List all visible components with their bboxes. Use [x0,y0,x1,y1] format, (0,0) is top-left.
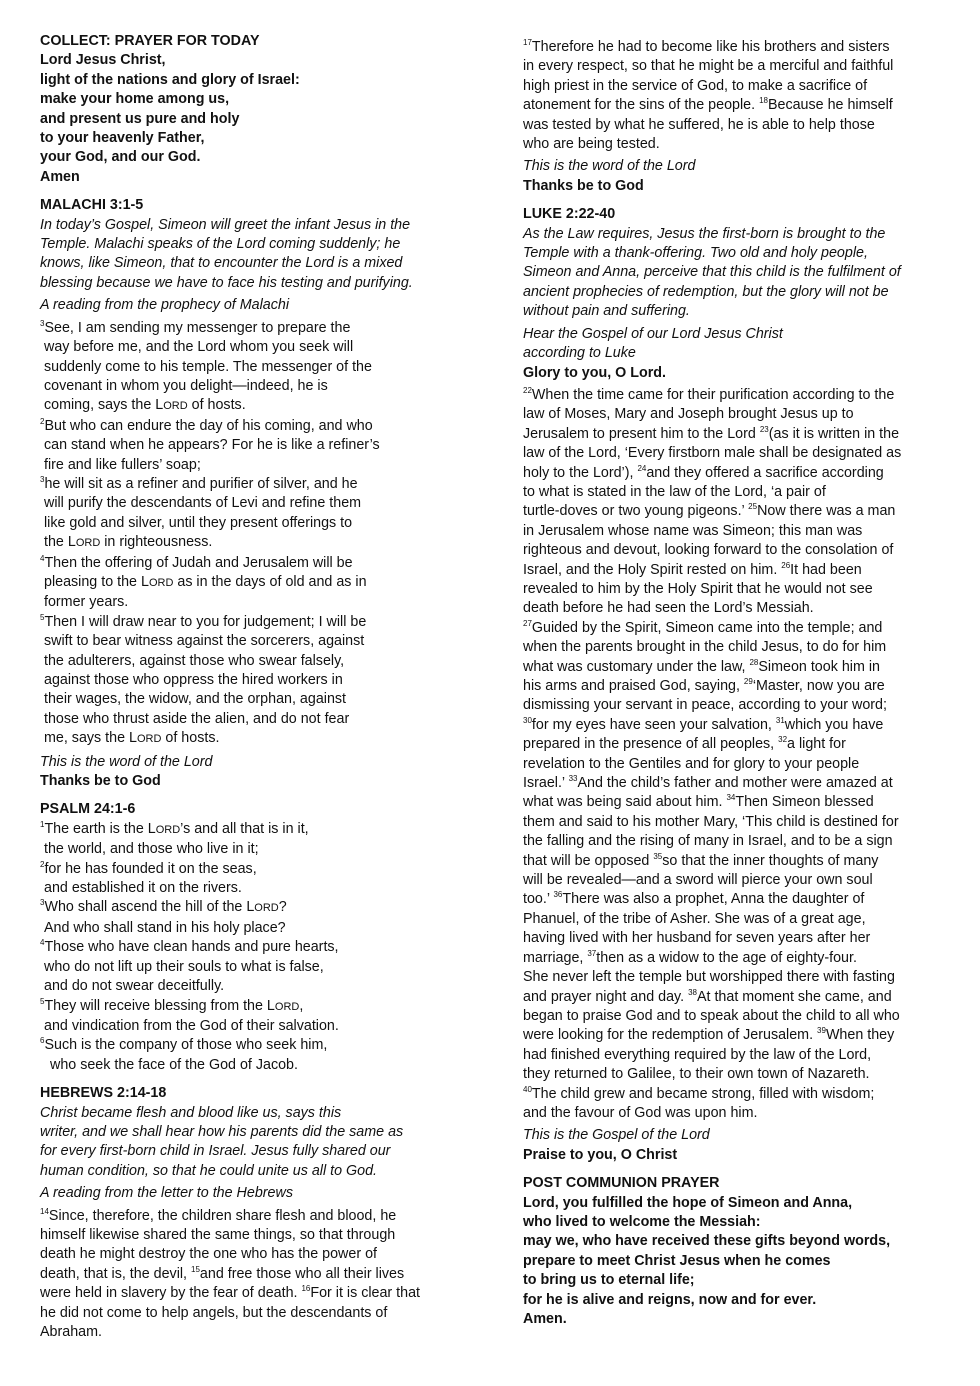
verse-line: $^{17}$Therefore he had to become like his brothers and sisters [523,38,890,55]
malachi-intro: knows, like Simeon, that to encounter the Lord is a mixed [40,255,403,272]
psalm-heading: PSALM 24:1-6 [40,801,136,818]
verse-line: $^{22}$When the time came for their purification according to the [523,386,895,403]
verse-line: what was being said about him. $^{34}$Then Simeon blessed [523,793,874,811]
verse-line: what was customary under the law, $^{28}$Simeon took him in [523,657,880,675]
malachi-heading: MALACHI 3:1-5 [40,197,144,214]
post-communion-line: Lord, you fulfilled the hope of Simeon and Anna, [523,1194,853,1211]
collect-section [40,32,465,187]
psalm-line: $^3$Who shall ascend the hill of the LORD? [40,898,287,916]
hebrews-intro: for every first-born child in Israel. Jesus fully shared our [40,1143,391,1160]
hebrews-reading [40,1207,465,1343]
verse-line: Phanuel, of the tribe of Asher. She was of a great age, [523,910,866,927]
malachi-intro: In today’s Gospel, Simeon will greet the infant Jesus in the [40,216,411,233]
verse-number: 40 [523,1084,532,1094]
hebrews-heading: HEBREWS 2:14-18 [40,1085,167,1102]
verse-number: 3 [40,475,45,485]
verse-line: atonement for the sins of the people. $^{18}$Because he himself [523,96,893,114]
verse-line: $^{30}$for my eyes have seen your salvation, $^{31}$which you have [523,716,884,733]
psalm-section [40,800,465,1075]
verse-line: his arms and praised God, saying, $^{29}$‘Master, now you are [523,677,885,694]
psalm-line: $^6$Such is the company of those who seek him, [40,1036,328,1054]
verse-line: revealed to him by the Holy Spirit that he would not see [523,580,873,597]
verse-line: the adulterers, against those who swear falsely, [44,652,345,669]
hebrews-section [40,1084,465,1342]
psalm-line: And who shall stand in his holy place? [44,919,286,936]
verse-line: holy to the Lord’), $^{24}$and they offered a sacrifice according [523,463,884,481]
verse-number: 37 [587,948,597,958]
psalm-line: and vindication from the God of their salvation. [44,1017,339,1034]
verse-line: fire and like fullers’ soap; [44,456,201,473]
verse-line: having lived with her husband for seven years after her [523,930,871,947]
malachi-close-versicle: This is the word of the Lord [40,753,213,770]
malachi-close-response: Thanks be to God [40,773,161,790]
verse-line: covenant in whom you delight—indeed, he is [44,377,328,394]
verse-line: former years. [44,594,129,611]
hebrews-announce: A reading from the letter to the Hebrews [40,1185,293,1202]
post-communion-line: may we, who have received these gifts beyond words, [523,1233,891,1250]
verse-line: coming, says the LORD of hosts. [44,397,246,414]
verse-line: $^2$But who can endure the day of his coming, and who [40,416,373,434]
malachi-announce: A reading from the prophecy of Malachi [40,297,290,314]
verse-number: 24 [637,463,647,473]
verse-line: them and said to his mother Mary, ‘This child is destined for [523,813,899,830]
verse-line: who are being tested. [523,136,660,153]
verse-line: marriage, $^{37}$then as a widow to the age of eighty-four. [523,948,857,966]
verse-line: prepared in the presence of all peoples, $^{32}$a light for [523,735,846,753]
collect-line: light of the nations and glory of Israel: [40,71,300,88]
verse-number: 27 [523,619,532,629]
verse-line: $^{40}$The child grew and became strong, filled with wisdom; [523,1084,875,1102]
verse-line: had finished everything required by the law of the Lord, [523,1046,872,1063]
verse-line: in every respect, so that he might be a merciful and faithful [523,58,894,75]
verse-line: their wages, the widow, and the orphan, against [44,691,347,708]
collect-line: to your heavenly Father, [40,130,205,147]
luke-heading: LUKE 2:22-40 [523,206,616,223]
hebrews-intro: human condition, so that he could unite us all to God. [40,1162,377,1179]
verse-number: 31 [775,716,785,726]
verse-line: those who thrust aside the alien, and do not fear [44,710,350,727]
verse-line: himself likewise shared the same things, so that through [40,1226,396,1243]
post-communion-line: who lived to welcome the Messiah: [523,1213,761,1230]
verse-line: $^{27}$Guided by the Spirit, Simeon came into the temple; and [523,619,883,636]
verse-line: law of the Lord, ‘Every firstborn male shall be designated as [523,445,902,462]
luke-intro: without pain and suffering. [523,303,690,320]
verse-line: death, that is, the devil, $^{15}$and free those who all their lives [40,1265,405,1282]
verse-number: 2 [40,416,45,426]
verse-line: were looking for the redemption of Jerusalem. $^{39}$When they [523,1026,895,1044]
verse-number: 36 [553,890,563,900]
post-communion-amen: Amen. [523,1311,567,1327]
psalm-line: and established it on the rivers. [44,880,242,897]
luke-intro: Simeon and Anna, perceive that this child is the fulfilment of [523,264,901,281]
verse-number: 26 [781,560,791,570]
verse-number: 4 [40,553,45,563]
verse-line: the LORD in righteousness. [44,534,213,551]
verse-number: 38 [688,987,697,997]
verse-line: $^3$See, I am sending my messenger to prepare the [40,318,351,336]
verse-line: that will be opposed $^{35}$so that the inner thoughts of many [523,851,879,869]
verse-line: Abraham. [40,1324,102,1340]
verse-line: death before he had seen the Lord’s Messiah. [523,600,814,617]
verse-line: can stand when he appears? For he is like a refiner’s [44,437,380,454]
verse-line: revelation to the Gentiles and for glory to your people [523,755,860,772]
verse-number: 33 [568,774,578,784]
malachi-reading [40,319,465,750]
verse-line: Israel.’ $^{33}$And the child’s father and mother were amazed at [523,774,893,792]
post-communion-line: for he is alive and reigns, now and for ever. [523,1291,817,1308]
collect-heading: COLLECT: PRAYER FOR TODAY [40,33,260,49]
psalm-line: who do not lift up their souls to what is false, [44,958,324,975]
psalm-line: who seek the face of the God of Jacob. [50,1056,298,1073]
post-communion-section [523,1174,948,1329]
luke-section [523,205,948,1165]
verse-line: in Jerusalem whose name was Simeon; this man was [523,522,863,539]
psalm-line: $^5$They will receive blessing from the LORD, [40,996,304,1014]
verse-line: pleasing to the LORD as in the days of old and as in [44,573,367,590]
luke-response: Glory to you, O Lord. [523,364,666,381]
luke-close-response: Praise to you, O Christ [523,1146,678,1163]
verse-line: way before me, and the Lord whom you seek will [44,339,354,356]
verse-line: law of Moses, Mary and Joseph brought Jesus up to [523,406,854,423]
collect-amen: Amen [40,168,80,185]
luke-close-versicle: This is the Gospel of the Lord [523,1127,710,1144]
post-communion-heading: POST COMMUNION PRAYER [523,1175,720,1192]
verse-number: 39 [817,1026,826,1036]
verse-number: 32 [778,735,788,745]
verse-number: 34 [726,793,736,803]
verse-line: swift to bear witness against the sorcerers, against [44,633,365,650]
verse-number: 5 [40,613,45,623]
malachi-intro: blessing because we have to face his testing and purifying. [40,274,413,291]
verse-number: 22 [523,386,532,396]
psalm-line: $^2$for he has founded it on the seas, [40,859,257,877]
post-communion-line: prepare to meet Christ Jesus when he comes [523,1252,831,1269]
luke-announce: Hear the Gospel of our Lord Jesus Christ [523,325,783,342]
verse-line: suddenly come to his temple. The messenger of the [44,358,372,375]
verse-line: Israel, and the Holy Spirit rested on him. $^{26}$It had been [523,560,862,578]
verse-line: were held in slavery by the fear of death. $^{16}$For it is clear that [40,1284,421,1302]
psalm-line: $^1$The earth is the LORD’s and all that is in it, [40,820,309,837]
verse-line: death he might destroy the one who has the power of [40,1246,377,1263]
right-column [523,38,948,1329]
verse-line: me, says the LORD of hosts. [44,730,220,747]
hebrews-intro: writer, and we shall hear how his parents did the same as [40,1123,404,1140]
luke-announce: according to Luke [523,345,636,362]
verse-line: $^4$Then the offering of Judah and Jerusalem will be [40,553,353,571]
luke-reading [523,386,948,1123]
verse-line: $^3$he will sit as a refiner and purifier of silver, and he [40,475,358,492]
verse-line: Jerusalem to present him to the Lord $^{23}$(as it is written in the [523,424,900,442]
verse-line: $^{14}$Since, therefore, the children share flesh and blood, he [40,1206,397,1224]
verse-line: like gold and silver, until they present offerings to [44,514,353,531]
verse-line: too.’ $^{36}$There was also a prophet, Anna the daughter of [523,890,865,908]
verse-number: 29 [743,677,753,687]
verse-line: righteous and devout, looking forward to the consolation of [523,542,894,559]
malachi-section [40,196,465,791]
verse-number: 28 [749,657,759,667]
luke-intro: ancient prophecies of redemption, but the glory will not be [523,283,889,300]
hebrews-close-versicle: This is the word of the Lord [523,158,696,175]
collect-line: your God, and our God. [40,149,201,166]
malachi-intro: Temple. Malachi speaks of the Lord coming suddenly; he [40,236,401,253]
verse-line: the falling and the rising of many in Israel, and to be a sign [523,833,893,850]
post-communion-line: to bring us to eternal life; [523,1272,695,1289]
verse-line: they returned to Galilee, to their own town of Nazareth. [523,1066,870,1083]
hebrews-continued [523,38,948,196]
luke-intro: Temple with a thank-offering. Two old and holy people, [523,245,868,262]
psalm-line: and do not swear deceitfully. [44,978,225,995]
verse-line: to what is stated in the law of the Lord, ‘a pair of [523,483,826,500]
verse-line: $^5$Then I will draw near to you for judgement; I will be [40,613,367,630]
verse-line: will be revealed—and a sword will pierce your own soul [523,872,873,889]
verse-line: began to praise God and to speak about the child to all who [523,1007,900,1024]
verse-number: 3 [40,318,45,328]
psalm-line: the world, and those who live in it; [44,841,259,858]
verse-line: and prayer night and day. $^{38}$At that moment she came, and [523,987,892,1005]
left-column [40,32,465,1342]
verse-line: he did not come to help angels, but the descendants of [40,1304,388,1321]
verse-line: dismissing your servant in peace, according to your word; [523,697,887,714]
verse-line: was tested by what he suffered, he is able to help those [523,116,875,133]
verse-line: She never left the temple but worshipped there with fasting [523,969,895,986]
verse-line: turtle-doves or two young pigeons.’ $^{25}$Now there was a man [523,502,896,520]
verse-number: 35 [653,851,663,861]
collect-line: and present us pure and holy [40,110,240,127]
verse-number: 23 [759,424,769,434]
luke-intro: As the Law requires, Jesus the first-born is brought to the [523,225,886,242]
verse-line: against those who oppress the hired workers in [44,672,343,688]
hebrews-intro: Christ became flesh and blood like us, says this [40,1104,342,1121]
verse-number: 25 [748,502,758,512]
collect-line: make your home among us, [40,91,230,108]
verse-line: and the favour of God was upon him. [523,1104,758,1121]
collect-line: Lord Jesus Christ, [40,52,166,69]
verse-line: will purify the descendants of Levi and refine them [44,495,362,512]
hebrews-close-response: Thanks be to God [523,177,644,194]
verse-line: high priest in the service of God, to make a sacrifice of [523,77,868,94]
psalm-line: $^4$Those who have clean hands and pure hearts, [40,938,339,956]
verse-line: when the parents brought in the child Jesus, to do for him [523,639,887,656]
verse-number: 30 [523,716,532,726]
